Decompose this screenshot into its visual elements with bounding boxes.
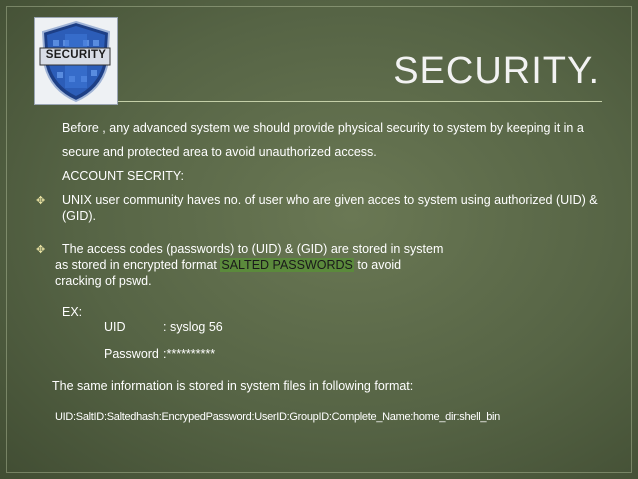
password-value: :********** <box>163 347 216 361</box>
bullet-diamond-icon: ✥ <box>36 244 46 256</box>
intro-line-2: secure and protected area to avoid unauthorized access. <box>62 145 377 159</box>
slide-title: SECURITY. <box>393 50 600 92</box>
intro-line-1: Before , any advanced system we should provide physical security to system by keeping it in a <box>62 121 584 135</box>
example-label: EX: <box>62 305 83 319</box>
bullet-2-line-3: cracking of pswd. <box>55 274 152 288</box>
bullet-2-line-2-start: as stored in encrypted format <box>55 258 221 272</box>
info-text: The same information is stored in system files in following format: <box>52 379 414 393</box>
account-security-heading: ACCOUNT SECRITY: <box>62 169 185 183</box>
title-divider <box>118 101 602 102</box>
security-shield-logo <box>34 17 118 105</box>
bullet-1-line-2: (GID). <box>62 209 97 223</box>
uid-label: UID <box>104 320 126 334</box>
password-label: Password <box>104 347 159 361</box>
format-string: UID:SaltID:Saltedhash:EncrypedPassword:UserID:GroupID:Complete_Name:home_dir:shell_bin <box>55 411 500 423</box>
uid-value: : syslog 56 <box>163 320 223 334</box>
bullet-2-line-2-end: to avoid <box>353 258 402 272</box>
logo-text: SECURITY <box>45 49 107 61</box>
salted-passwords-highlight: SALTED PASSWORDS <box>221 258 353 272</box>
bullet-2-line-1: The access codes (passwords) to (UID) & (GID) are stored in system <box>62 242 444 256</box>
bullet-diamond-icon: ✥ <box>36 195 46 207</box>
bullet-1-line-1: UNIX user community haves no. of user who are given acces to system using authorized (UID) & <box>62 193 598 207</box>
bullet-2-line-2 <box>55 258 401 273</box>
